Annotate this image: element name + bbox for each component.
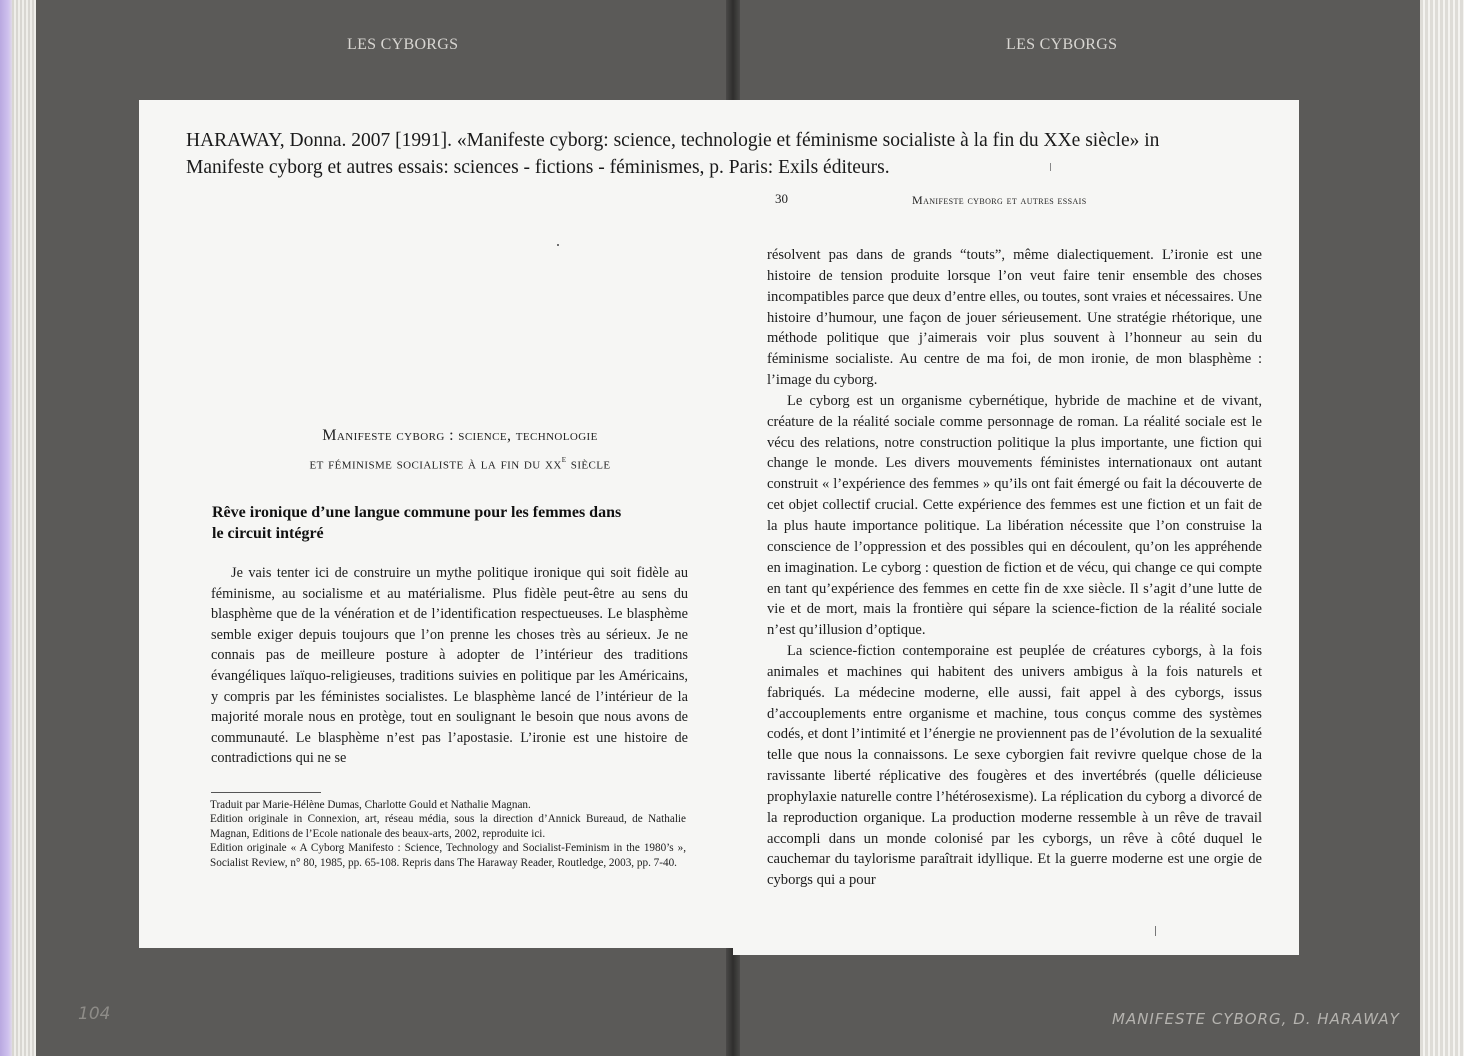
footnote-1: Traduit par Marie-Hélène Dumas, Charlotte Gould et Nathalie Magnan. — [210, 799, 531, 811]
running-head-left: LES CYBORGS — [347, 36, 459, 53]
scan-mark — [1155, 926, 1156, 936]
page-stack-left — [12, 0, 38, 1056]
paragraph-2: Le cyborg est un organisme cybernétique, hybride de machine et de vivant, créature de la réalité sociale comme personnage de roman. La réalité sociale est le vécu des relations, notre construction politique la plus importante, une fiction qui change le monde. Les divers mouvements féministes internationaux ont autant construit « l’expérience des femmes » qu’ils ont fait émergé ou fait la découverte de cet objet collectif crucial. Cette expérience des femmes est une fiction et un fait de la plus haute importance politique. La libération nécessite que l’on construise la conscience de l’oppression et des possibles qui en découlent, qu’on les appréhende en imagination. Le cyborg : question de fiction et de vécu, qui change ce qui compte en tant qu’expérience des femmes en cette fin de xxe siècle. Il s’agit d’une lutte de vie et de mort, mais la frontière qui sépare la science-fiction de la réalité sociale n’est qu’illusion d’optique. — [767, 392, 1262, 639]
page-number-left: 104 — [78, 1004, 111, 1024]
paragraph-3: La science-fiction contemporaine est peuplée de créatures cyborgs, à la fois animales et machines qui habitent des univers ambigus à la fois naturels et fabriqués. La médecine moderne, elle aussi, fait appel à des cyborgs, issus d’accouplements entre organisme et machine, tous conçus comme des systèmes codés, et dont l’intimité et l’énergie ne proviennent pas de l’évolution de la sexualité telle que nous la connaissons. Le sexe cyborgien fait revivre quelque chose de la ravissante liberté réplicative des fougères et des invertébrés (quelle délicieuse prophylaxie naturelle contre l’hétérosexisme). La réplication du cyborg a divorcé de la reproduction organique. La production moderne ressemble à un rêve de travail accompli dans un monde colonisé par les cyborgs, un rêve à côté duquel le cauchemar du taylorisme paraîtrait idyllique. Et la guerre moderne est une orgie de cyborgs qui a pour — [767, 643, 1262, 889]
scan-speck — [557, 244, 559, 246]
paragraph-1: résolvent pas dans de grands “touts”, même dialectiquement. L’ironie est une histoire de tension produite lorsque l’on veut faire tenir ensemble des choses incompatibles parce que deux d’entre elles, ou toutes, sont vraies et nécessaires. Une histoire d’humour, une façon de jouer sérieusement. Une stratégie rhétorique, une méthode politique que j’aimerais voir plus souvent à l’honneur au sein du féminisme socialiste. Au centre de ma foi, de mon ironie, de mon blasphème : l’image du cyborg. — [767, 247, 1262, 389]
chapter-title-line-2: et féminisme socialiste à la fin du $xx^e$ siècle — [309, 454, 611, 473]
footnote-3: Edition originale « A Cyborg Manifesto : Science, Technology and Socialist-Feminism in the 1980’s », Socialist Review, n° 80, 1985, pp. 65-108. Repris dans The Haraway Reader, Routledge, 2003, pp. 7-40. — [210, 842, 686, 869]
body-text-left — [211, 563, 688, 769]
footer-right: MANIFESTE CYBORG, D. HARAWAY — [1112, 1010, 1400, 1028]
scan-page-number: 30 — [775, 191, 788, 206]
page-stack-right — [1420, 0, 1464, 1056]
footnote-rule — [211, 792, 321, 793]
footnotes — [210, 798, 686, 870]
section-subtitle: Rêve ironique d’une langue commune pour les femmes dans le circuit intégré — [212, 504, 622, 542]
body-text-right — [767, 245, 1262, 891]
chapter-title-line-1: Manifeste cyborg : science, technologie — [322, 427, 598, 444]
paragraph: Je vais tenter ici de construire un mythe politique ironique qui soit fidèle au féminisme, au socialisme et au matérialisme. Plus fidèle peut-être au sens du blasphème que de la vénération et de l’identification respectueuses. Le blasphème semble exiger depuis toujours que l’on prenne les choses très au sérieux. Je ne connais pas de meilleure posture à adopter de l’intérieur des traditions évangéliques laïquo-religieuses, traditions suivies en politique par les Américains, y compris par les féministes socialistes. Le blasphème lancé de l’intérieur de la majorité morale nous en protège, tout en soulignant le besoin que nous avons de communauté. Le blasphème n’est pas l’apostasie. L’ironie est une histoire de contradictions qui ne se — [211, 565, 688, 767]
scan-header: Manifeste cyborg et autres essais — [912, 193, 1087, 207]
running-head-right: LES CYBORGS — [1006, 36, 1118, 53]
citation-overlay: HARAWAY, Donna. 2007 [1991]. «Manifeste cyborg: science, technologie et féminisme socialiste à la fin du XXe siècle» in Manifeste cyborg et autres essais: sciences - fictions - féminismes, p. Paris: Exils éditeurs. — [186, 130, 1160, 178]
footnote-2: Edition originale in Connexion, art, réseau média, sous la direction d’Annick Bureaud, de Nathalie Magnan, Editions de l’Ecole nationale des beaux-arts, 2002, reproduite ici. — [210, 813, 686, 840]
chapter-title — [200, 424, 720, 476]
